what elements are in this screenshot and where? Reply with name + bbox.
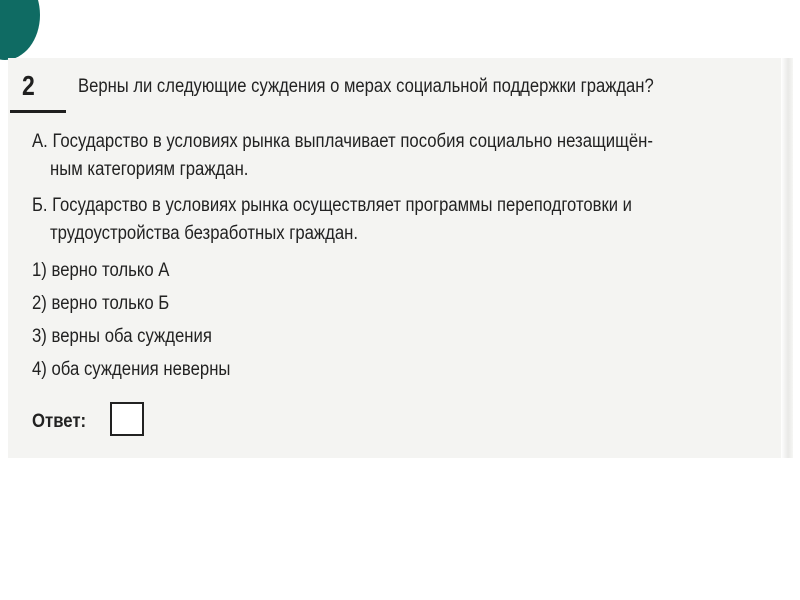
statement-a-line-2: ным категориям граждан. [50, 159, 249, 180]
statement-b-line-2: трудоустройства безработных граждан. [50, 223, 359, 244]
answer-option-1: 1) верно только А [32, 260, 170, 281]
question-number: 2 [22, 70, 35, 101]
corner-decoration [0, 0, 40, 60]
answer-option-4: 4) оба суждения неверны [32, 359, 231, 380]
statement-b-line-1: Б. Государство в условиях рынка осуществляет программы переподготовки и [32, 195, 632, 216]
answer-box[interactable] [110, 402, 144, 436]
question-text: Верны ли следующие суждения о мерах социальной поддержки граждан? [78, 76, 654, 97]
question-number-underline [10, 110, 66, 113]
scan-edge-shadow [781, 58, 793, 458]
answer-label: Ответ: [32, 411, 87, 432]
task-card [8, 58, 793, 458]
answer-option-3: 3) верны оба суждения [32, 326, 212, 347]
statement-a-line-1: А. Государство в условиях рынка выплачивает пособия социально незащищён- [32, 131, 653, 152]
answer-option-2: 2) верно только Б [32, 293, 170, 314]
